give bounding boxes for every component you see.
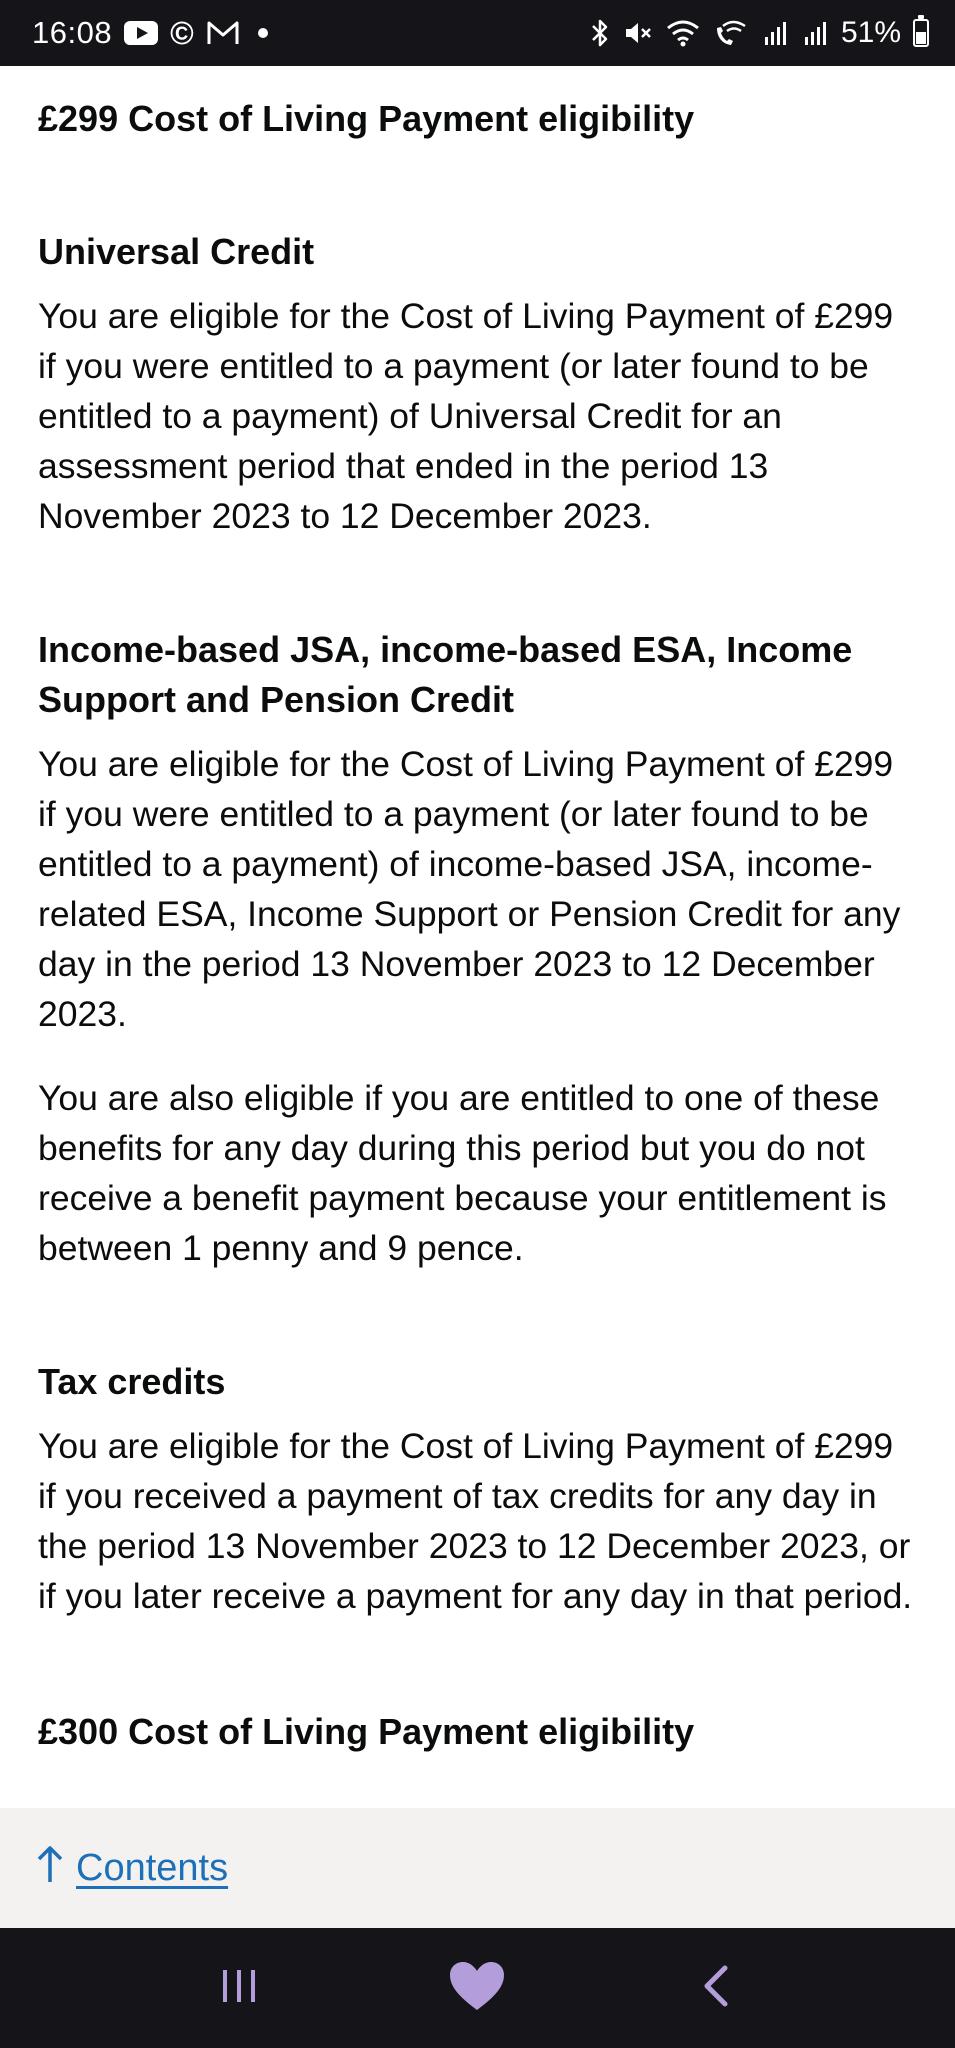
section-heading: Income-based JSA, income-based ESA, Income Support and Pension Credit — [38, 628, 853, 720]
navigation-bar — [0, 1928, 955, 2048]
home-button[interactable] — [417, 1938, 537, 2038]
c-app-icon: © — [170, 14, 194, 51]
status-time: 16:08 — [32, 15, 113, 50]
bluetooth-icon — [589, 18, 611, 48]
wifi-calling-icon — [713, 18, 749, 48]
battery-icon — [913, 19, 929, 47]
contents-bar — [0, 1808, 955, 1928]
contents-label: Contents — [76, 1846, 229, 1889]
home-heart-icon — [448, 1960, 506, 2017]
page-content — [38, 66, 918, 1757]
recent-apps-button[interactable] — [179, 1938, 299, 2038]
section-jsa-esa-income-support — [38, 625, 918, 1273]
section-paragraph: You are eligible for the Cost of Living Payment of £299 if you were entitled to a payment (or later found to be entitled to a payment) of income-based JSA, income-related ESA, Income Support or Pension Credit for any day in the period 13 November 2023 to 12 December 2023. — [38, 743, 901, 1034]
section-heading: Tax credits — [38, 1360, 226, 1402]
youtube-icon — [124, 21, 158, 45]
back-button[interactable] — [656, 1938, 776, 2038]
battery-percentage: 51% — [840, 16, 901, 49]
status-bar — [0, 0, 955, 66]
back-icon — [699, 1964, 733, 2013]
wifi-icon — [665, 18, 701, 48]
dot-icon — [258, 28, 268, 38]
section-paragraph: You are also eligible if you are entitled to one of these benefits for any day during this period but you do not receive a benefit payment because your entitlement is between 1 penny and 9 pence. — [38, 1077, 887, 1268]
signal-icon — [761, 19, 789, 47]
section-tax-credits — [38, 1357, 918, 1621]
contents-link[interactable] — [36, 1847, 228, 1890]
recent-apps-icon — [219, 1966, 259, 2011]
section-paragraph: You are eligible for the Cost of Living Payment of £299 if you received a payment of tax credits for any day in the period 13 November 2023 to 12 December 2023, or if you later receive a payment for any day in that period. — [38, 1425, 913, 1616]
page-heading: £299 Cost of Living Payment eligibility — [38, 98, 695, 139]
section-heading: Universal Credit — [38, 230, 315, 272]
status-left — [32, 15, 268, 52]
section-paragraph: You are eligible for the Cost of Living Payment of £299 if you were entitled to a payment (or later found to be entitled to a payment) of Universal Credit for an assessment period that ended in the period 13 November 2023 to 12 December 2023. — [38, 295, 894, 536]
arrow-up-icon — [36, 1844, 64, 1884]
mute-icon — [623, 18, 653, 48]
gmail-icon — [206, 20, 240, 46]
status-right — [589, 16, 929, 50]
signal-icon — [801, 19, 829, 47]
next-section-heading: £300 Cost of Living Payment eligibility — [38, 1710, 695, 1752]
section-universal-credit — [38, 227, 918, 541]
